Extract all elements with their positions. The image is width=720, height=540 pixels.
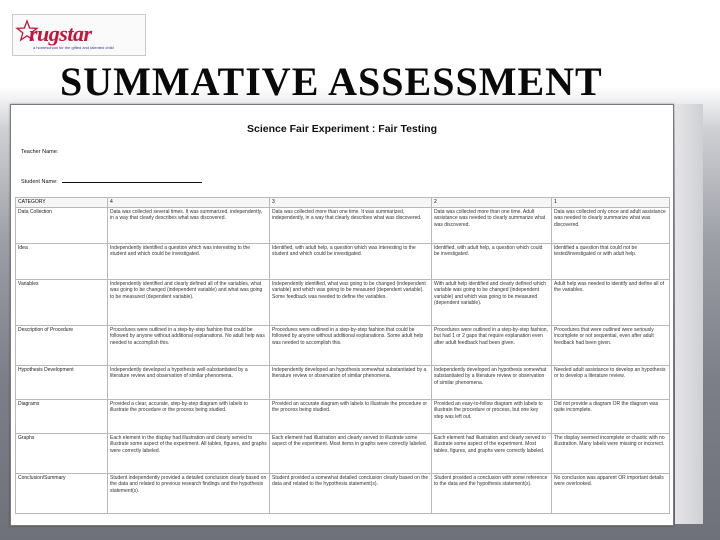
logo-wordmark: rugstar bbox=[29, 21, 92, 46]
table-cell: Identified, with adult help, a question which could be investigated. bbox=[432, 244, 552, 280]
table-cell: Data was collected more than one time. Adult assistance was needed to clearly summarize what was discovered. bbox=[432, 208, 552, 244]
column-header: 4 bbox=[108, 198, 270, 208]
logo-tagline: a homeschool for the gifted and talented child bbox=[33, 45, 114, 50]
student-name-field bbox=[21, 177, 202, 185]
table-cell: Independently developed an hypothesis somewhat substantiated by a literature review or observation of similar phenomena. bbox=[270, 366, 432, 400]
company-logo bbox=[12, 14, 146, 56]
table-row bbox=[16, 280, 670, 326]
column-header: 3 bbox=[270, 198, 432, 208]
student-name-label: Student Name: bbox=[21, 179, 58, 185]
table-row bbox=[16, 366, 670, 400]
table-cell: Each element had illustration and clearly served to illustrate some aspect of the experiment. Most tables, figures, and graphs were correctly labeled. bbox=[432, 434, 552, 474]
table-cell: Independently identified, what was going to be changed (independent variable) and which was going to be measured (dependent variable). Some feedback was needed to define the variables. bbox=[270, 280, 432, 326]
row-category: Hypothesis Development bbox=[16, 366, 108, 400]
table-cell: The display seemed incomplete or chaotic with no illustration. Many labels were missing or incorrect. bbox=[552, 434, 670, 474]
teacher-name-label: Teacher Name: bbox=[21, 149, 59, 155]
row-category: Variables bbox=[16, 280, 108, 326]
table-row bbox=[16, 474, 670, 514]
table-cell: Provided a clear, accurate, step-by-step diagram with labels to illustrate the procedure or the process being studied. bbox=[108, 400, 270, 434]
table-cell: Adult help was needed to identify and define all of the variables. bbox=[552, 280, 670, 326]
table-row bbox=[16, 244, 670, 280]
row-category: Description of Procedure bbox=[16, 326, 108, 366]
row-category: Graphs bbox=[16, 434, 108, 474]
document-title: Science Fair Experiment : Fair Testing bbox=[246, 123, 438, 135]
column-header: 1 bbox=[552, 198, 670, 208]
slide-title: SUMMATIVE ASSESSMENT bbox=[60, 59, 603, 104]
table-cell: Independently developed a hypothesis well-substantiated by a literature review and observation of similar phenomena. bbox=[108, 366, 270, 400]
rubric-document bbox=[10, 104, 674, 526]
table-cell: Independently developed an hypothesis somewhat substantiated by a literature review or observation of similar phenomena. bbox=[432, 366, 552, 400]
table-cell: Data was collected several times. It was summarized, independently, in a way that clearly describes what was discovered. bbox=[108, 208, 270, 244]
table-cell: Identified a question that could not be tested/investigated or with adult help. bbox=[552, 244, 670, 280]
table-cell: Procedures were outlined in a step-by-step fashion that could be followed by anyone without additional explanations. No adult help was needed to accomplish this. bbox=[108, 326, 270, 366]
row-category: Data Collection bbox=[16, 208, 108, 244]
table-cell: Student provided a conclusion with some reference to the data and the hypothesis statement(s). bbox=[432, 474, 552, 514]
table-cell: Student independently provided a detailed conclusion clearly based on the data and related to previous research findings and the hypothesis statement(s). bbox=[108, 474, 270, 514]
slide-side-panel bbox=[675, 104, 703, 524]
table-cell: Independently identified a question which was interesting to the student and which could be investigated. bbox=[108, 244, 270, 280]
teacher-name-field bbox=[21, 149, 58, 155]
table-cell: Each element in the display had illustration and clearly served to illustrate some aspect of the experiment. All tables, figures, and graphs were correctly labeled. bbox=[108, 434, 270, 474]
table-cell: Student provided a somewhat detailed conclusion clearly based on the data and related to the hypothesis statement(s). bbox=[270, 474, 432, 514]
table-cell: With adult help identified and clearly defined which variable was going to be changed (independent variable) and which was going to be measured (dependent variable). bbox=[432, 280, 552, 326]
rubric-header-row bbox=[16, 198, 670, 208]
table-cell: Did not provide a diagram OR the diagram was quite incomplete. bbox=[552, 400, 670, 434]
table-cell: Independently identified and clearly defined all of the variables, what was going to be changed (independent variable) and what was going to be measured (dependent variable). bbox=[108, 280, 270, 326]
table-cell: Procedures that were outlined were seriously incomplete or not sequential, even after adult feedback had been given. bbox=[552, 326, 670, 366]
table-cell: Procedures were outlined in a step-by-step fashion, but had 1 or 2 gaps that require explanation even after adult feedback had been given. bbox=[432, 326, 552, 366]
table-row bbox=[16, 400, 670, 434]
table-cell: Each element had illustration and clearly served to illustrate some aspect of the experiment. Most items in graphs were correctly labeled. bbox=[270, 434, 432, 474]
column-header: 2 bbox=[432, 198, 552, 208]
table-row bbox=[16, 434, 670, 474]
row-category: Conclusion/Summary bbox=[16, 474, 108, 514]
table-row bbox=[16, 208, 670, 244]
table-cell: Identified, with adult help, a question which was interesting to the student and which could be investigated. bbox=[270, 244, 432, 280]
column-header: CATEGORY bbox=[16, 198, 108, 208]
rubric-table bbox=[15, 197, 670, 514]
table-cell: No conclusion was apparent OR important details were overlooked. bbox=[552, 474, 670, 514]
table-row bbox=[16, 326, 670, 366]
row-category: Idea bbox=[16, 244, 108, 280]
table-cell: Provided an accurate diagram with labels to illustrate the procedure or the process being studied. bbox=[270, 400, 432, 434]
table-cell: Needed adult assistance to develop an hypothesis or to develop a literature review. bbox=[552, 366, 670, 400]
table-cell: Procedures were outlined in a step-by-step fashion that could be followed by anyone without additional explanations. Some adult help was needed to accomplish this. bbox=[270, 326, 432, 366]
row-category: Diagrams bbox=[16, 400, 108, 434]
student-name-line bbox=[62, 177, 202, 183]
table-cell: Data was collected more than one time. It was summarized, independently, in a way that clearly describes what was discovered. bbox=[270, 208, 432, 244]
table-cell: Provided an easy-to-follow diagram with labels to illustrate the procedure or process, but one key step was left out. bbox=[432, 400, 552, 434]
table-cell: Data was collected only once and adult assistance was needed to clearly summarize what was discovered. bbox=[552, 208, 670, 244]
